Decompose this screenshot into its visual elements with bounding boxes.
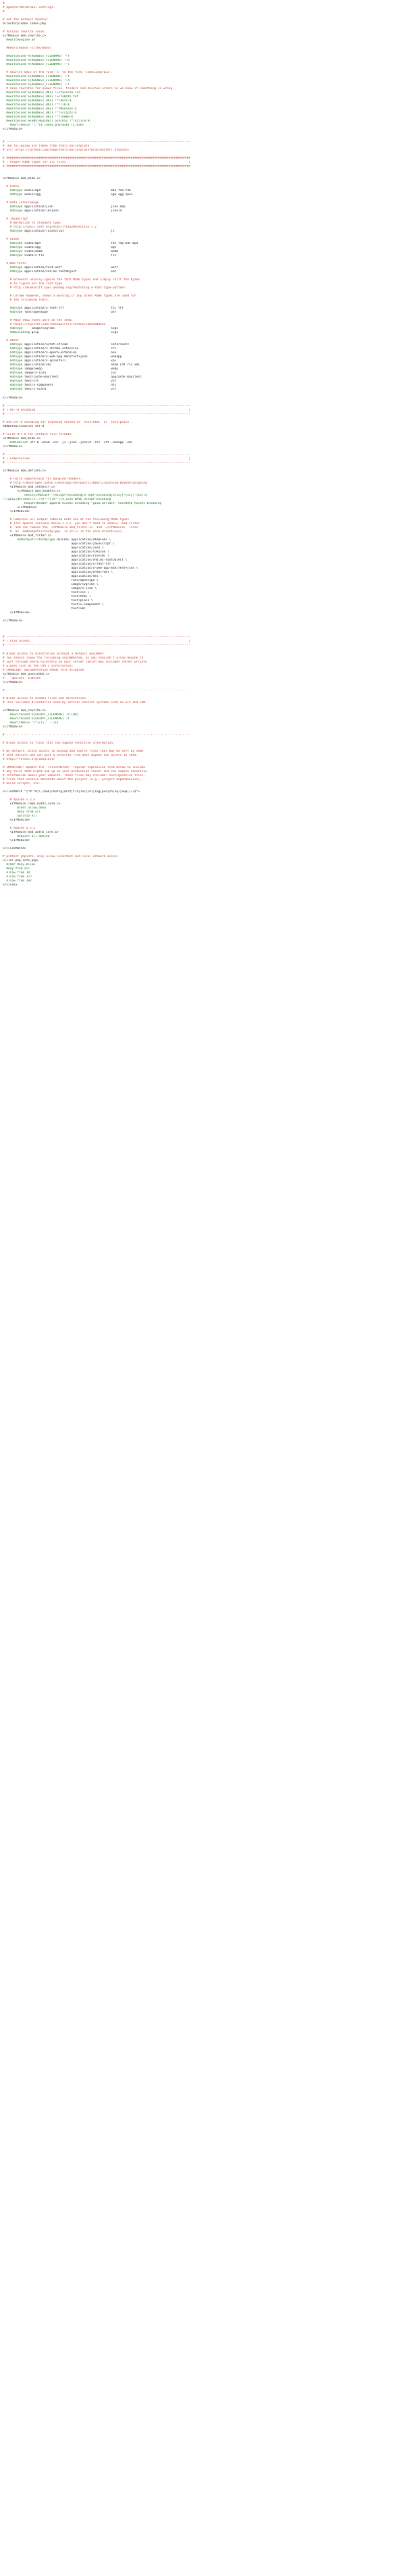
code-text: # https://twitter.com/FontSquirrel/status/14855840545 — [3, 323, 106, 327]
code-text: # ------------------------------------------------------------------------------------------------------ — [3, 412, 190, 416]
code-text: <IfModule mod_headers.c> — [3, 489, 61, 493]
code-text: application/javascript \ — [3, 542, 115, 546]
code-indent — [3, 363, 10, 367]
code-value: audio/ogg oga ogg opus — [22, 192, 133, 197]
code-line — [3, 883, 402, 887]
code-indent — [3, 380, 10, 383]
code-text: # — [3, 2, 5, 5]
code-value: image/svg+xml svgz — [22, 327, 118, 331]
code-text: # Audio — [3, 184, 20, 188]
code-text: <IfModule mod_mime.c> — [3, 436, 41, 440]
code-text: <IfModule mod_deflate.c> — [3, 469, 47, 473]
code-indent — [3, 311, 10, 314]
code-text: application/rss+xml \ — [3, 555, 109, 559]
code-directive: AddType — [9, 371, 23, 376]
code-directive: AddEncoding — [9, 331, 30, 335]
code-text: <IfModule mod_autoindex.c> — [3, 672, 50, 676]
code-text: # Chrome however, shows a warning if any other MIME types are used for — [3, 294, 136, 299]
code-text: font/opentype \ — [3, 579, 99, 583]
code-text: RewriteRule ^(.*)$ index.php?q=$1 [L,QSA] — [3, 124, 84, 128]
code-text: # This includes directories used by version control systems such as Git and SVN. — [3, 700, 147, 704]
code-directive: AddType — [9, 388, 23, 392]
code-text: application/ld+json \ — [3, 550, 109, 555]
code-directive: AddCharset — [9, 440, 28, 444]
code-text: </IfModule> — [3, 611, 30, 615]
code-text: RewriteCond %{SCRIPT_FILENAME} -f — [3, 717, 70, 721]
code-text: text/html \ — [3, 595, 91, 599]
code-text: # ###################################################################################################### — [3, 164, 190, 168]
code-text: </IfModule> — [3, 505, 37, 509]
code-indent — [3, 441, 10, 444]
code-text: Allow from 192 — [3, 879, 32, 883]
code-value: image/x-icon cur — [22, 371, 117, 376]
code-text: # as `AddOutputFilterByType` is still in the core directives). — [3, 530, 124, 534]
code-text: # ------------------------------------------------------------------------------------------------------ — [3, 404, 190, 408]
code-text: application/vnd.ms-fontobject \ — [3, 559, 128, 563]
code-text: # the following fonts. — [3, 299, 50, 303]
code-directive: AddType — [9, 270, 23, 274]
code-indent — [3, 205, 10, 209]
code-text: <IfModule mod_mime.c> — [3, 176, 41, 180]
code-value: video/x-flv flv — [22, 253, 117, 257]
code-text: Require all denied — [3, 835, 50, 839]
code-text: application/xhtml+xml \ — [3, 571, 113, 575]
code-text: # information about your website. These files may include: configuration files, — [3, 773, 146, 777]
code-text: # ------------------------------------------------------------------------------------------------------ — [3, 140, 190, 144]
code-value: application/x-chrome-extension crx — [22, 347, 117, 351]
code-value: application/octet-stream safariextz — [22, 343, 130, 347]
code-indent — [3, 266, 10, 269]
code-text: <IfModule mod_rewrite.c> — [3, 34, 47, 38]
code-directive: AddType — [9, 209, 23, 213]
code-text: RewriteCond %{SCRIPT_FILENAME} -d [OR] — [3, 713, 79, 717]
code-text: text/css \ — [3, 591, 90, 595]
code-text: # build scripts, etc.. — [3, 782, 43, 785]
code-text: image/svg+xml \ — [3, 583, 99, 587]
code-text: # http://feross.org/cmsploit/ — [3, 757, 55, 761]
code-text: # places such as the CMS's directories). — [3, 664, 75, 668]
code-text: RewriteCond %{REQUEST_URI} !^/scripts-$ — [3, 111, 77, 115]
code-value: utf-8 .atom .css .js .json .jsonld .rss .vtt .webapp .xml — [28, 440, 133, 444]
code-value: gzip svgz — [30, 331, 118, 335]
code-directive: AddOutputFilterByType — [17, 538, 55, 542]
code-text: # Apache/PHP/Drupal settings: — [3, 6, 55, 10]
code-directive: AddType — [9, 384, 23, 388]
code-text: # to figure out the font type. — [3, 282, 64, 286]
code-text: # Block access to files that can expose sensitive information. — [3, 741, 115, 745]
code-directive: AddType — [9, 351, 23, 355]
code-text: RewriteCond %{REQUEST_FILENAME} !-f — [3, 75, 70, 79]
code-text: </IfModule> — [3, 444, 23, 448]
code-text: # surf through every directory on your server (which may includes rather private — [3, 660, 147, 664]
code-indent — [3, 538, 17, 542]
code-text: </IfModule> — [3, 396, 23, 400]
code-text: # | File access | — [3, 640, 190, 644]
code-indent — [3, 242, 10, 245]
code-value: application/xml atom rdf rss xml — [22, 363, 140, 367]
code-indent — [3, 193, 10, 197]
code-text: Deny from all — [3, 810, 41, 815]
code-indent — [3, 384, 10, 387]
code-text: # http://mimesniff.spec.whatwg.org/#matching-a-font-type-pattern — [3, 286, 126, 290]
code-value: application/font-woff woff — [22, 266, 118, 270]
code-text: application/xml \ — [3, 575, 102, 579]
code-text: <IfModule !mod_authz_core.c> — [3, 802, 61, 806]
code-text: Order allow,deny — [3, 806, 47, 810]
code-text: <IfModule mod_filter.c> — [3, 534, 52, 538]
code-directive: AddType — [9, 188, 23, 192]
code-text: # Force UTF-8 for certain file formats. — [3, 432, 74, 436]
code-text: <FilesMatch "(^#.*#|\.(bak|config|dist|fla|inc|ini|log|psd|sh|sql|swp)|~)$"> — [3, 790, 140, 794]
code-text: image/x-icon \ — [3, 587, 97, 591]
code-text: </IfModule> — [3, 839, 30, 843]
code-directive: AddType — [9, 245, 23, 249]
code-text: # Other — [3, 339, 20, 343]
code-directive: AddType — [9, 363, 23, 367]
code-directive: AddType — [9, 241, 23, 245]
code-text: RewriteCond %{REQUEST_FILENAME} !-l — [3, 63, 70, 67]
code-text: # Apache < 2.3 — [3, 798, 36, 802]
code-text: # JavaScript — [3, 217, 28, 221]
code-text: RewriteCond %{REQUEST_URI} !^/Theme-$ — [3, 115, 74, 120]
code-text: # Normalize to standard type. — [3, 221, 63, 225]
code-text: RewriteCond %{REQUEST_URI} !=/robots.txt — [3, 95, 79, 99]
code-text: # protect phpinfo, only allow localhost and local network access — [3, 855, 118, 859]
code-text: <Files php-info.php> — [3, 859, 39, 863]
code-text: # Block access to hidden files and directories. — [3, 696, 88, 700]
code-directive: AddType — [9, 355, 23, 359]
code-value: text/x-vcard vcf — [22, 388, 117, 392]
code-text: <IfModule mod_authz_core.c> — [3, 831, 59, 835]
code-value: text/vtt vtt — [22, 380, 117, 384]
code-value: audio/mp4 m4a f4a f4b — [22, 188, 131, 192]
code-text: Order Deny,Allow — [3, 863, 36, 867]
code-text: # and can remove the `<IfModule mod_filter.c>` and `</IfModule>` lines — [3, 526, 138, 530]
code-indent — [3, 250, 10, 253]
code-directive: AddType — [9, 327, 23, 331]
code-text: # Rewrite URLs of the form 'x' to the form 'index.php?q=x'. — [3, 71, 113, 75]
code-value: text/cache-manifest appcache manifest — [22, 376, 142, 380]
code-indent — [3, 367, 10, 371]
code-text: text/x-component \ — [3, 603, 104, 607]
code-text: # Options -Indexes — [3, 676, 41, 680]
code-text: # CHANGING: documentation needs this disabled — [3, 668, 84, 672]
code-text: application/json \ — [3, 546, 104, 550]
code-text: # IMPORTANT: Update the `<FilesMatch>` regular expression from below to include — [3, 765, 146, 769]
code-text: <IfModule mod_setenvif.c> — [3, 485, 55, 489]
code-directive: AddType — [9, 367, 23, 371]
code-directive: AddType — [9, 249, 23, 253]
code-text: # — [3, 10, 5, 14]
code-text: RequestHeader append Accept-Encoding "gzip,deflate" env=HAVE_Accept-Encoding — [3, 501, 162, 505]
code-text: # Apache ≥ 2.3 — [3, 827, 36, 831]
code-text: # Block access to directories without a default document. — [3, 652, 106, 656]
code-text: # Make SVGZ fonts work on the iPad. — [3, 319, 74, 323]
code-directive: AddType — [9, 205, 23, 209]
code-text: Deny from all — [3, 867, 30, 871]
code-value: application/ld+json jsonld — [22, 209, 122, 213]
code-text: # The following are taken from html5 boilerplate — [3, 144, 90, 148]
code-text: </IfModule> — [3, 725, 23, 729]
code-text: # ###################################################################################################### — [3, 156, 190, 160]
code-text: # ------------------------------------------------------------------------------------------------------ — [3, 453, 190, 457]
code-directive: AddType — [9, 311, 23, 315]
code-directive: AddType — [9, 266, 23, 270]
code-text: # any files that might end up on your production server and can expose sensitive — [3, 769, 147, 773]
code-text: # http://developer.yahoo.com/blogs/ydn/posts/2010/12/pushing-beyond-gzipping — [3, 481, 147, 485]
code-text: # Skip rewrites for known files, folders and 4xx/5xx errors so we know if something is wrong — [3, 87, 173, 91]
code-text: RewriteCond %{REQUEST_URI} !^/Modules-$ — [3, 107, 77, 111]
code-text: # Set the default handler. — [3, 18, 50, 22]
code-value: text/x-component htc — [22, 384, 117, 388]
code-directive: AddType — [9, 307, 23, 311]
code-text: SetEnvIfNoCase ^(Accept-EncodXng|X-cept-Encoding|X{15}|~{15}|-{15})$ — [3, 493, 147, 497]
code-text: # http://tools.ietf.org/html/rfc4329#section-7.2 — [3, 225, 97, 229]
code-value: application/x-opera-extension oex — [22, 351, 117, 355]
code-directive: AddType — [9, 347, 23, 351]
code-value: video/ogg ogv — [22, 245, 117, 249]
code-text: RewriteCond %{REQUEST_FILENAME} !-f — [3, 55, 70, 59]
code-text: </IfModule> — [3, 680, 23, 684]
code-text: text/plain \ — [3, 599, 93, 603]
code-text: # ------------------------------------------------------------------------------------------------------ — [3, 461, 190, 465]
code-text: # ------------------------------------------------------------------------------------------------------ — [3, 644, 190, 648]
code-text: Allow from 172 — [3, 875, 32, 879]
code-text: # Various rewrite rules. — [3, 30, 47, 34]
code-directive: AddType — [9, 253, 23, 257]
code-text: # You should leave the following uncommented, as you shouldn't allow anyone to — [3, 656, 144, 660]
code-text: RewriteCond %{REQUEST_URI} !^/lib-$ — [3, 103, 70, 107]
code-text: # | Compression | — [3, 457, 190, 461]
code-text: # files that contain metadata about the project (e.g.: project dependencies), — [3, 777, 142, 781]
code-text: DirectoryIndex index.php — [3, 22, 47, 26]
code-text: </IfModule> — [3, 128, 23, 132]
code-indent — [3, 254, 10, 257]
code-text: # Browsers usually ignore the font MIME types and simply sniff the bytes — [3, 278, 140, 282]
code-indent — [3, 209, 10, 213]
code-indent — [3, 343, 10, 346]
code-indent — [3, 246, 10, 249]
code-directive: AddType — [9, 376, 23, 380]
code-value: application/javascript js — [22, 229, 115, 233]
code-text: </Files> — [3, 883, 18, 887]
code-indent — [3, 355, 10, 359]
code-value: DEFLATE application/atom+xml \ — [55, 538, 111, 542]
code-indent — [3, 359, 10, 363]
code-text: RewriteRule "(^|/)\." - [F] — [3, 721, 59, 725]
code-text: ^((gzip|deflate)\s*,?\s*)+|[X~-]{4,13}$ HAVE_Accept-Encoding — [3, 497, 111, 501]
code-text: # | Proper MIME types for all files | — [3, 160, 190, 164]
code-text: <IfModule mod_rewrite.c> — [3, 709, 47, 713]
code-text: # Data interchange — [3, 201, 39, 205]
code-value: application/x-font-ttf ttc ttf — [22, 307, 124, 311]
code-text: RewriteCond %{REQUEST_URI} !=/favicon.ico — [3, 91, 80, 95]
code-text: RewriteCond %{REQUEST_FILENAME} !-d — [3, 59, 70, 63]
code-text: </FilesMatch> — [3, 847, 26, 851]
code-text: RewriteEngine on — [3, 38, 36, 43]
code-text: # - - - - - - - - - - - - - - - - - - - - - - - - - - - - - - - - - - - - - - - - - - - - - - - - - - - — [3, 688, 189, 692]
code-indent — [3, 371, 10, 375]
code-value: video/webm webm — [22, 249, 118, 253]
code-indent — [3, 331, 10, 334]
code-text: RewriteCond %{ENV:REDIRECT_STATUS} !^(4|5)[0-9] — [3, 120, 91, 124]
code-directive: AddType — [9, 359, 23, 363]
code-text: text/xml — [3, 607, 86, 611]
code-text: RewriteCond %{REQUEST_URI} !^/docs-$ — [3, 99, 72, 103]
code-indent — [3, 307, 10, 310]
code-text: # ------------------------------------------------------------------------------------------------------ — [3, 636, 190, 640]
code-text: # Compress all output labeled with one of the following MIME-types — [3, 517, 130, 521]
code-text: Allow from 10 — [3, 871, 30, 875]
code-indent — [3, 347, 10, 351]
code-text: # (for Apache versions below 2.3.7, you don't need to enable `mod_filter` — [3, 522, 142, 525]
code-indent — [3, 270, 10, 274]
code-indent — [3, 327, 10, 330]
code-text: # By default, block access to backup and source files that may be left by some — [3, 749, 144, 753]
code-indent — [3, 189, 10, 192]
code-text: # Force compression for mangled headers. — [3, 477, 82, 481]
code-value: application/vnd.ms-fontobject eot — [22, 270, 117, 274]
code-directive: AddType — [9, 343, 23, 347]
code-value: application/x-web-app-manifest+json webapp — [22, 355, 122, 359]
code-text: RewriteCond %{REQUEST_FILENAME} !-l — [3, 83, 70, 87]
code-text: # text editors and can pose a security risk when anyone has access to them. — [3, 753, 138, 757]
code-directive: AddType — [9, 229, 23, 233]
code-text: # Web fonts — [3, 262, 26, 265]
code-indent — [3, 351, 10, 355]
code-indent — [3, 376, 10, 379]
code-text: AddDefaultCharset utf-8 — [3, 424, 45, 428]
code-text: # Use UTF-8 encoding for anything served as `text/html` or `text/plain`. — [3, 420, 133, 424]
code-text: RewriteCond %{REQUEST_FILENAME} !-d — [3, 79, 70, 83]
code-text: # - - - - - - - - - - - - - - - - - - - - - - - - - - - - - - - - - - - - - - - - - - - - - - - - - - - — [3, 733, 189, 737]
code-text: </IfModule> — [3, 619, 23, 623]
code-indent — [3, 230, 10, 233]
code-text: </IfModule> — [3, 819, 30, 823]
code-text: # url: https://github.com/h5bp/html5-boilerplate/blob/master/.htaccess — [3, 148, 130, 152]
code-text: # | UTF-8 encoding | — [3, 408, 190, 412]
code-value: video/mp4 f4v f4p m4v mp4 — [22, 241, 138, 245]
code-text: #RewriteBase /sites/moon/ — [3, 47, 52, 51]
code-text: </IfModule> — [3, 509, 30, 513]
code-value: font/opentype otf — [22, 311, 117, 315]
code-value: application/x-xpinstall xpi — [22, 359, 117, 363]
code-text: application/x-font-ttf \ — [3, 563, 115, 567]
code-text: # Video — [3, 237, 20, 241]
code-text: Satisfy All — [3, 815, 37, 819]
code-directive: AddType — [9, 192, 23, 197]
code-value: image/webp webp — [22, 367, 118, 371]
code-value: application/json json map — [22, 205, 126, 209]
code-directive: AddType — [9, 380, 23, 384]
code-indent — [3, 388, 10, 391]
code-text: application/x-web-app-manifest+json \ — [3, 567, 138, 571]
